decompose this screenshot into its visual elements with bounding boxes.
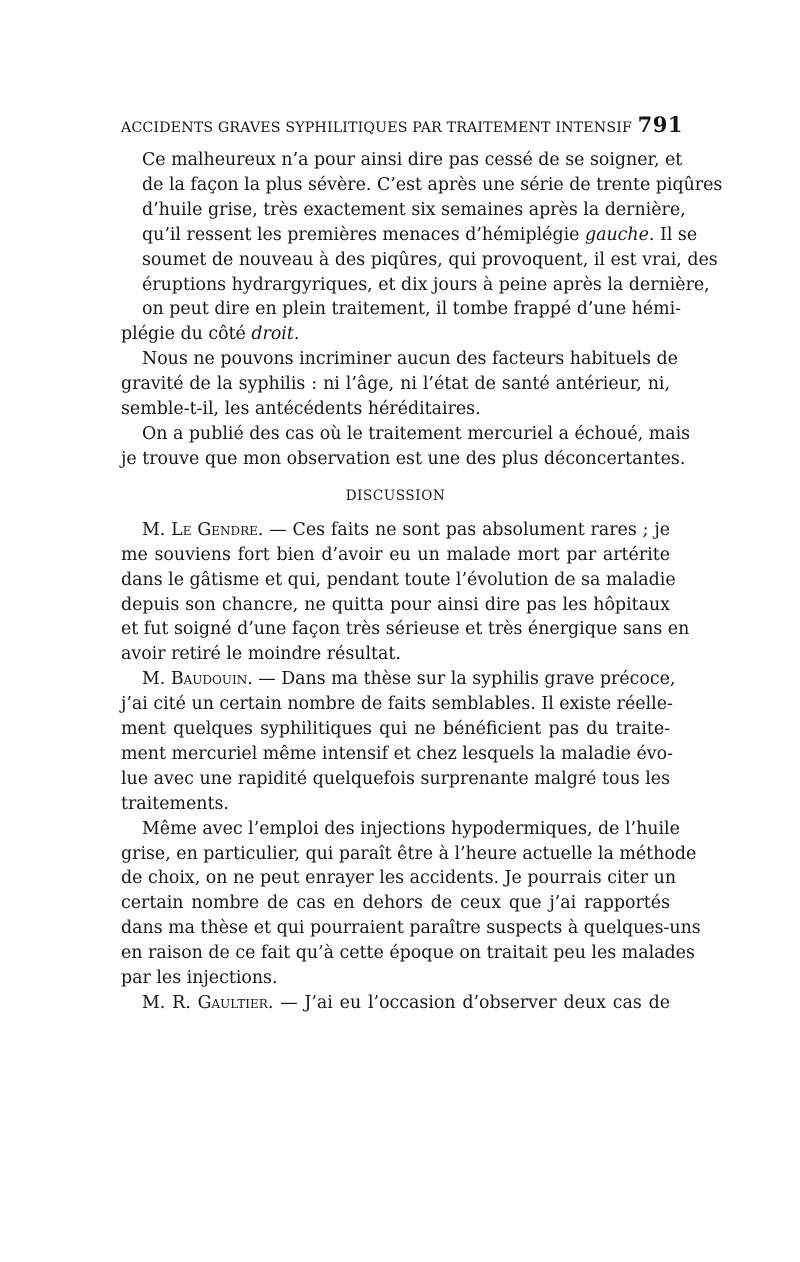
text-line: soumet de nouveau à des piqûres, qui provoquent, il est vrai, des: [142, 249, 718, 270]
text-line: On a publié des cas où le traitement mercuriel a échoué, mais: [142, 423, 691, 444]
speaker-name: M. Le Gendre.: [142, 519, 264, 540]
text-line: lue avec une rapidité quelquefois surprenante malgré tous les: [121, 768, 670, 789]
text-line: d’huile grise, très exactement six semaines après la dernière,: [142, 199, 686, 220]
paragraph-case-continuation: [121, 148, 723, 347]
text-run: — Dans ma thèse sur la syphilis grave précoce,: [252, 669, 676, 690]
text-line: par les injections.: [121, 968, 278, 989]
text-line: [121, 518, 670, 543]
text-run: plégie du côté: [121, 324, 252, 345]
italic-term: droit: [251, 324, 294, 345]
running-title: ACCIDENTS GRAVES SYPHILITIQUES PAR TRAITEMENT INTENSIF: [121, 120, 632, 136]
text-line: ment mercuriel même intensif et chez lesquels la maladie évo-: [121, 743, 673, 764]
page-header: [121, 112, 683, 137]
paragraph-published-cases: [121, 422, 691, 472]
text-run: . Il se: [648, 224, 698, 245]
text-line: ment quelques syphilitiques qui ne bénéficient pas du traite-: [121, 719, 670, 740]
text-run: .: [293, 324, 300, 345]
text-line: me souviens fort bien d’avoir eu un malade mort par artérite: [121, 544, 670, 565]
text-line: je trouve que mon observation est une des plus déconcertantes.: [121, 448, 686, 469]
text-line: Même avec l’emploi des injections hypodermiques, de l’huile: [142, 818, 680, 839]
text-line: dans le gâtisme et qui, pendant toute l’évolution de sa maladie: [121, 569, 676, 590]
italic-term: gauche: [584, 224, 649, 245]
text-line: on peut dire en plein traitement, il tombe frappé d’une hémi-: [142, 299, 682, 320]
text-run: qu’il ressent les premières menaces d’hémiplégie: [142, 224, 585, 245]
text-line: certain nombre de cas en dehors de ceux que j’ai rapportés: [121, 893, 670, 914]
text-line: en raison de ce fait qu’à cette époque on traitait peu les malades: [121, 943, 695, 964]
text-line: dans ma thèse et qui pourraient paraître suspects à quelques-uns: [121, 918, 701, 939]
paragraph-gaultier: [121, 991, 670, 1016]
text-line: depuis son chancre, ne quitta pour ainsi dire pas les hôpitaux: [121, 594, 670, 615]
paragraph-le-gendre: [121, 518, 690, 667]
text-line: et fut soigné d’une façon très sérieuse et très énergique sans en: [121, 619, 690, 640]
speaker-name: M. Baudouin.: [142, 669, 253, 690]
text-line: semble-t-il, les antécédents héréditaires.: [121, 399, 481, 420]
speaker-name: M. R. Gaultier.: [142, 993, 274, 1013]
section-heading: DISCUSSION: [345, 487, 446, 504]
paragraph-risk-factors: [121, 347, 678, 422]
text-line: j’ai cité un certain nombre de faits semblables. Il existe réelle-: [121, 694, 673, 715]
text-line: traitements.: [121, 793, 229, 814]
text-line: Ce malheureux n’a pour ainsi dire pas cessé de se soigner, et: [142, 150, 683, 170]
page-body: [121, 148, 723, 1016]
text-run: — J’ai eu l’occasion d’observer deux cas de: [273, 993, 670, 1013]
text-line: Nous ne pouvons incriminer aucun des facteurs habituels de: [142, 349, 678, 370]
text-line: [121, 667, 676, 692]
text-line: de choix, on ne peut enrayer les accidents. Je pourrais citer un: [121, 868, 677, 889]
text-line: [121, 991, 670, 1016]
paragraph-baudouin: [121, 667, 676, 816]
paragraph-injections: [121, 817, 701, 991]
text-line: gravité de la syphilis : ni l’âge, ni l’état de santé antérieur, ni,: [121, 374, 670, 395]
text-line: éruptions hydrargyriques, et dix jours à peine après la dernière,: [142, 274, 710, 295]
text-line: [121, 223, 698, 248]
text-line: grise, en particulier, qui paraît être à l’heure actuelle la méthode: [121, 843, 697, 864]
text-line: de la façon la plus sévère. C’est après une série de trente piqûres: [142, 174, 723, 195]
text-line: [121, 322, 670, 347]
text-line: avoir retiré le moindre résultat.: [121, 644, 401, 665]
page-number: 791: [637, 112, 683, 137]
text-run: — Ces faits ne sont pas absolument rares ; je: [263, 519, 670, 540]
